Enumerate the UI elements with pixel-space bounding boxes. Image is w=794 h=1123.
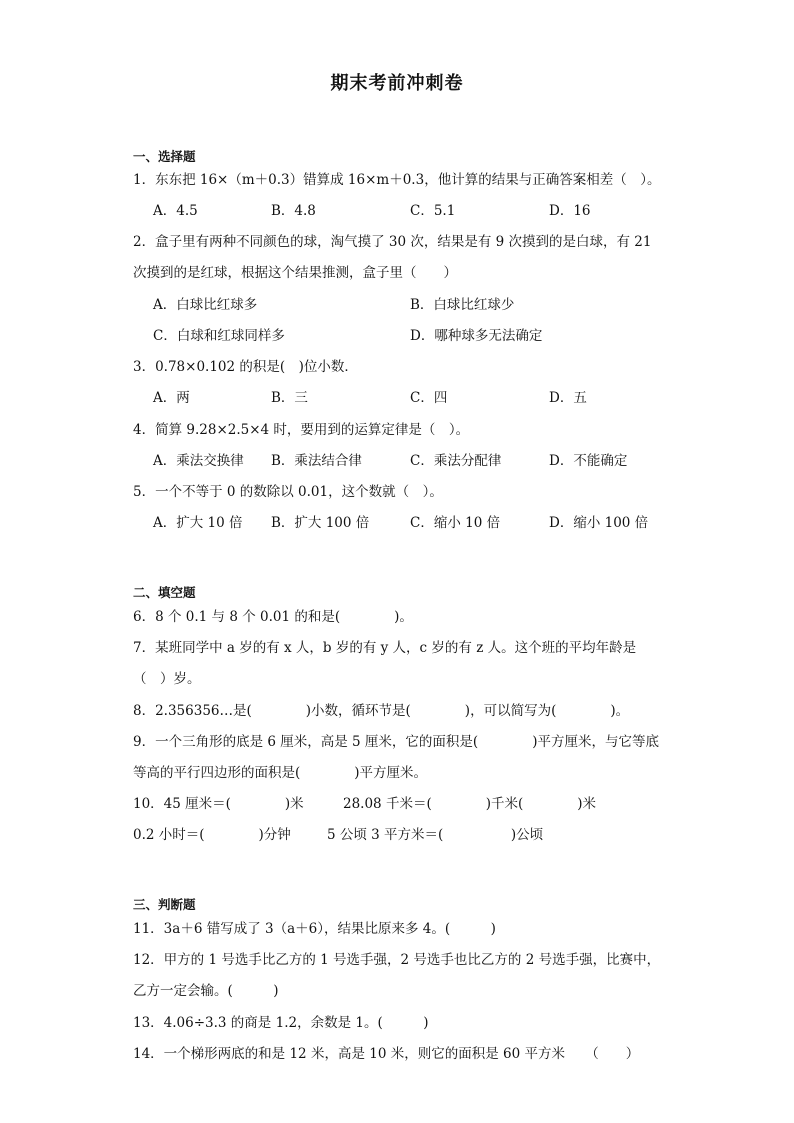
question-14-stem: 14．一个梯形两底的和是 12 米，高是 10 米，则它的面积是 60 平方米 （ ） <box>133 1046 640 1062</box>
question-1-option-c: C．5.1 <box>410 203 456 219</box>
question-3-option-b: B．三 <box>271 390 308 406</box>
section-heading-choice: 一、选择题 <box>133 149 196 164</box>
question-7-stem-line1: 7．某班同学中 a 岁的有 x 人，b 岁的有 y 人，c 岁的有 z 人。这个班的平均年龄是 <box>133 640 637 656</box>
question-2-option-d: D．哪种球多无法确定 <box>410 328 543 344</box>
question-9-stem-line1: 9．一个三角形的底是 6 厘米，高是 5 厘米，它的面积是( )平方厘米，与它等底 <box>133 734 659 750</box>
question-8-stem: 8．2.356356…是( )小数，循环节是( )，可以简写为( )。 <box>133 703 630 719</box>
question-3-option-a: A．两 <box>153 390 190 406</box>
question-2-stem-line2: 次摸到的是红球，根据这个结果推测，盒子里（ ） <box>133 265 457 281</box>
question-12-stem-line1: 12．甲方的 1 号选手比乙方的 1 号选手强，2 号选手也比乙方的 2 号选手强，比赛中， <box>133 952 661 968</box>
question-3-stem: 3．0.78×0.102 的积是( )位小数． <box>133 359 358 375</box>
question-10-part-d: 5 公顷 3 平方米＝( )公顷 <box>327 827 544 843</box>
question-2-stem-line1: 2．盒子里有两种不同颜色的球，淘气摸了 30 次，结果是有 9 次摸到的是白球，有 21 <box>133 234 652 250</box>
question-10-part-c: 0.2 小时＝( )分钟 <box>133 827 291 843</box>
question-4-option-a: A．乘法交换律 <box>153 453 244 469</box>
question-1-option-a: A．4.5 <box>153 203 198 219</box>
question-7-stem-line2: （ ）岁。 <box>133 671 201 687</box>
question-5-stem: 5．一个不等于 0 的数除以 0.01，这个数就（ ）。 <box>133 484 443 500</box>
question-2-option-b: B．白球比红球少 <box>410 297 515 313</box>
question-5-option-d: D．缩小 100 倍 <box>549 515 649 531</box>
question-4-option-c: C．乘法分配律 <box>410 453 502 469</box>
section-heading-judge: 三、判断题 <box>133 897 196 912</box>
question-2-option-c: C．白球和红球同样多 <box>153 328 285 344</box>
question-9-stem-line2: 等高的平行四边形的面积是( )平方厘米。 <box>133 765 428 781</box>
question-4-stem: 4．简算 9.28×2.5×4 时，要用到的运算定律是（ ）。 <box>133 422 470 438</box>
question-10-part-a: 10．45 厘米＝( )米 <box>133 796 304 812</box>
question-10-part-b: 28.08 千米＝( )千米( )米 <box>343 796 597 812</box>
question-11-stem: 11．3a＋6 错写成了 3（a＋6），结果比原来多 4。( ) <box>133 921 496 937</box>
question-3-option-c: C．四 <box>410 390 448 406</box>
question-4-option-d: D．不能确定 <box>549 453 628 469</box>
question-6-stem: 6．8 个 0.1 与 8 个 0.01 的和是( )。 <box>133 609 413 625</box>
question-12-stem-line2: 乙方一定会输。( ) <box>133 983 279 999</box>
question-3-option-d: D．五 <box>549 390 587 406</box>
question-1-option-b: B．4.8 <box>271 203 316 219</box>
question-4-option-b: B．乘法结合律 <box>271 453 362 469</box>
question-1-stem: 1．东东把 16×（m＋0.3）错算成 16×m＋0.3，他计算的结果与正确答案相差（ ）。 <box>133 172 661 188</box>
question-1-option-d: D．16 <box>549 203 591 219</box>
question-5-option-a: A．扩大 10 倍 <box>153 515 243 531</box>
question-13-stem: 13．4.06÷3.3 的商是 1.2，余数是 1。( ) <box>133 1015 429 1031</box>
page-title: 期末考前冲刺卷 <box>330 73 464 94</box>
question-5-option-c: C．缩小 10 倍 <box>410 515 501 531</box>
section-heading-fill: 二、填空题 <box>133 585 196 600</box>
question-2-option-a: A．白球比红球多 <box>153 297 258 313</box>
question-5-option-b: B．扩大 100 倍 <box>271 515 370 531</box>
